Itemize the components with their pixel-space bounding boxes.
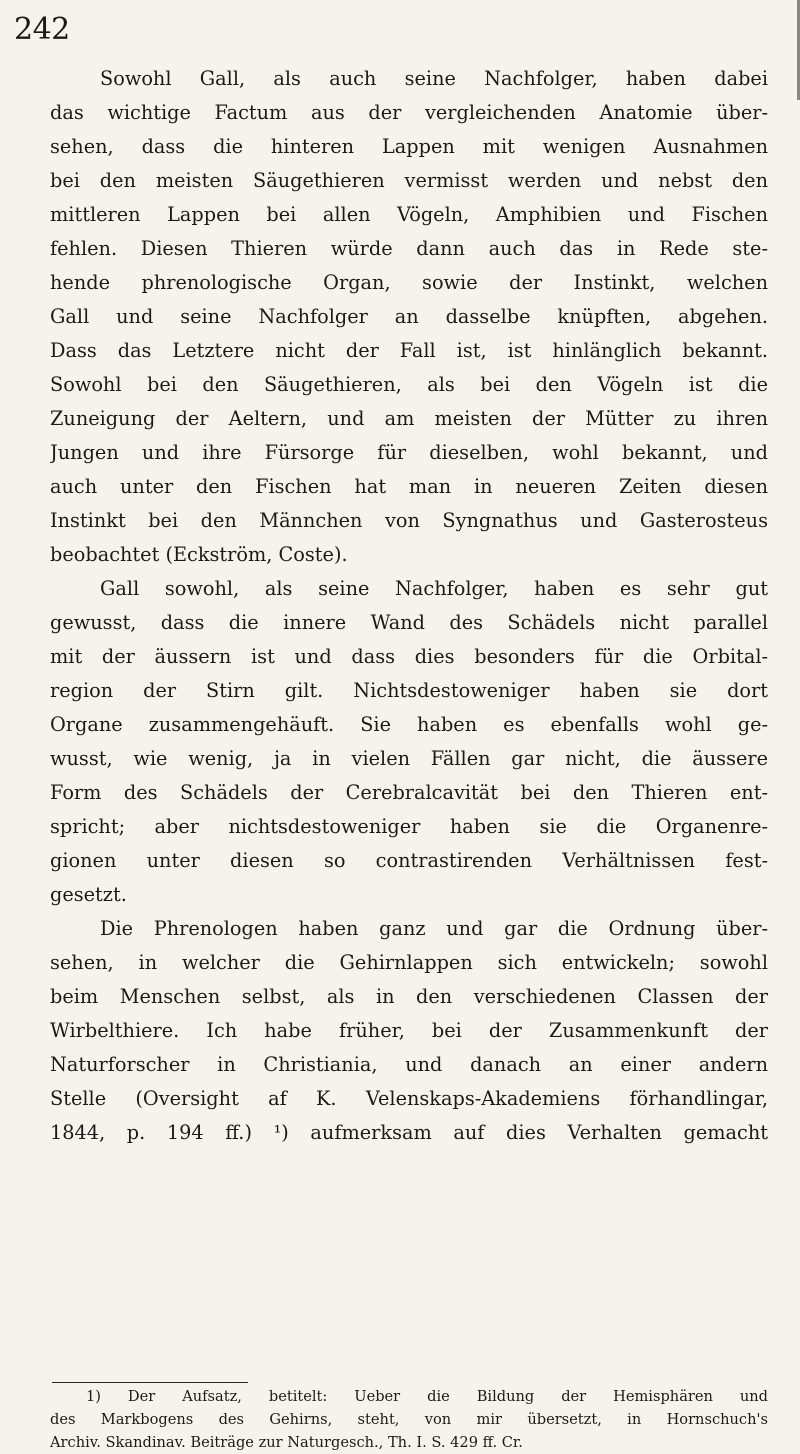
text-line: das wichtige Factum aus der vergleichenden Anatomie über-	[50, 101, 768, 124]
footnote-line: 1) Der Aufsatz, betitelt: Ueber die Bildung der Hemisphären und	[86, 1388, 768, 1405]
text-line: fehlen. Diesen Thieren würde dann auch das in Rede ste-	[50, 237, 768, 260]
text-line: Naturforscher in Christiania, und danach an einer andern	[50, 1053, 768, 1076]
text-line: Dass das Letztere nicht der Fall ist, ist hinlänglich bekannt.	[50, 339, 768, 362]
text-line: wusst, wie wenig, ja in vielen Fällen gar nicht, die äussere	[50, 747, 768, 770]
footnote-line: des Markbogens des Gehirns, steht, von mir übersetzt, in Hornschuch's	[50, 1411, 768, 1428]
page-number: 242	[14, 12, 70, 47]
text-line: hende phrenologische Organ, sowie der Instinkt, welchen	[50, 271, 768, 294]
text-line: Jungen und ihre Fürsorge für dieselben, wohl bekannt, und	[50, 441, 768, 464]
text-line: Gall und seine Nachfolger an dasselbe knüpften, abgehen.	[50, 305, 768, 328]
text-line: Stelle (Oversight af K. Velenskaps-Akademiens förhandlingar,	[50, 1087, 768, 1110]
text-line: Gall sowohl, als seine Nachfolger, haben es sehr gut	[100, 577, 768, 600]
text-line: Organe zusammengehäuft. Sie haben es ebenfalls wohl ge-	[50, 713, 768, 736]
text-line: sehen, in welcher die Gehirnlappen sich entwickeln; sowohl	[50, 951, 768, 974]
footnote	[50, 1385, 768, 1454]
body-text	[50, 62, 768, 1150]
text-line: bei den meisten Säugethieren vermisst werden und nebst den	[50, 169, 768, 192]
text-line: mit der äussern ist und dass dies besonders für die Orbital-	[50, 645, 768, 668]
footnote-line: Archiv. Skandinav. Beiträge zur Naturgesch., Th. I. S. 429 ff. Cr.	[50, 1434, 523, 1451]
text-line: spricht; aber nichtsdestoweniger haben sie die Organenre-	[50, 815, 768, 838]
text-line: gewusst, dass die innere Wand des Schädels nicht parallel	[50, 611, 768, 634]
text-line: 1844, p. 194 ff.) ¹) aufmerksam auf dies Verhalten gemacht	[50, 1121, 768, 1144]
text-line: Zuneigung der Aeltern, und am meisten der Mütter zu ihren	[50, 407, 768, 430]
text-line: gesetzt.	[50, 883, 127, 906]
text-line: Die Phrenologen haben ganz und gar die Ordnung über-	[100, 917, 768, 940]
text-line: Instinkt bei den Männchen von Syngnathus und Gasterosteus	[50, 509, 768, 532]
text-line: Form des Schädels der Cerebralcavität bei den Thieren ent-	[50, 781, 768, 804]
text-line: Sowohl Gall, als auch seine Nachfolger, haben dabei	[100, 67, 768, 90]
text-line: beim Menschen selbst, als in den verschiedenen Classen der	[50, 985, 768, 1008]
text-line: beobachtet (Eckström, Coste).	[50, 543, 348, 566]
text-line: region der Stirn gilt. Nichtsdestoweniger haben sie dort	[50, 679, 768, 702]
text-line: gionen unter diesen so contrastirenden Verhältnissen fest-	[50, 849, 768, 872]
text-line: mittleren Lappen bei allen Vögeln, Amphibien und Fischen	[50, 203, 768, 226]
footnote-divider	[52, 1382, 248, 1383]
text-line: auch unter den Fischen hat man in neueren Zeiten diesen	[50, 475, 768, 498]
text-line: Sowohl bei den Säugethieren, als bei den Vögeln ist die	[50, 373, 768, 396]
text-line: sehen, dass die hinteren Lappen mit wenigen Ausnahmen	[50, 135, 768, 158]
text-line: Wirbelthiere. Ich habe früher, bei der Zusammenkunft der	[50, 1019, 768, 1042]
